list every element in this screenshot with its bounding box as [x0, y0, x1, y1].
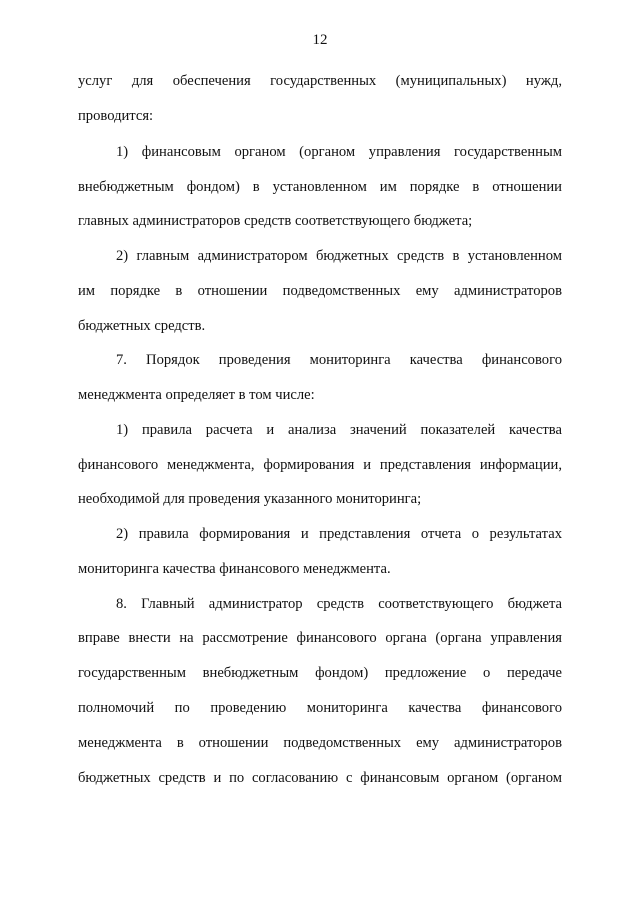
paragraph-first-line: 2) главным администратором бюджетных средств в установленном	[116, 248, 562, 264]
text-line: внебюджетным фондом) в установленном им порядке в отношении	[78, 179, 562, 195]
text-line: им порядке в отношении подведомственных ему администраторов	[78, 283, 562, 299]
text-line: необходимой для проведения указанного мониторинга;	[78, 491, 422, 507]
text-line: проводится:	[78, 108, 154, 124]
text-line: услуг для обеспечения государственных (муниципальных) нужд,	[78, 73, 562, 89]
paragraph-first-line: 1) правила расчета и анализа значений показателей качества	[116, 422, 562, 438]
paragraph-first-line: 1) финансовым органом (органом управления государственным	[116, 144, 562, 160]
text-line: финансового менеджмента, формирования и представления информации,	[78, 457, 562, 473]
text-line: главных администраторов средств соответствующего бюджета;	[78, 213, 473, 229]
paragraph-first-line: 8. Главный администратор средств соответствующего бюджета	[116, 596, 562, 612]
text-line: менеджмента определяет в том числе:	[78, 387, 315, 403]
text-line: бюджетных средств и по согласованию с финансовым органом (органом	[78, 770, 562, 786]
text-line: вправе внести на рассмотрение финансового органа (органа управления	[78, 630, 562, 646]
text-line: менеджмента в отношении подведомственных ему администраторов	[78, 735, 562, 751]
text-line: полномочий по проведению мониторинга качества финансового	[78, 700, 562, 716]
text-line: государственным внебюджетным фондом) предложение о передаче	[78, 665, 562, 681]
text-line: бюджетных средств.	[78, 318, 206, 334]
paragraph-first-line: 2) правила формирования и представления отчета о результатах	[116, 526, 562, 542]
paragraph-first-line: 7. Порядок проведения мониторинга качества финансового	[116, 352, 562, 368]
page-number: 12	[312, 32, 328, 48]
text-line: мониторинга качества финансового менеджмента.	[78, 561, 391, 577]
